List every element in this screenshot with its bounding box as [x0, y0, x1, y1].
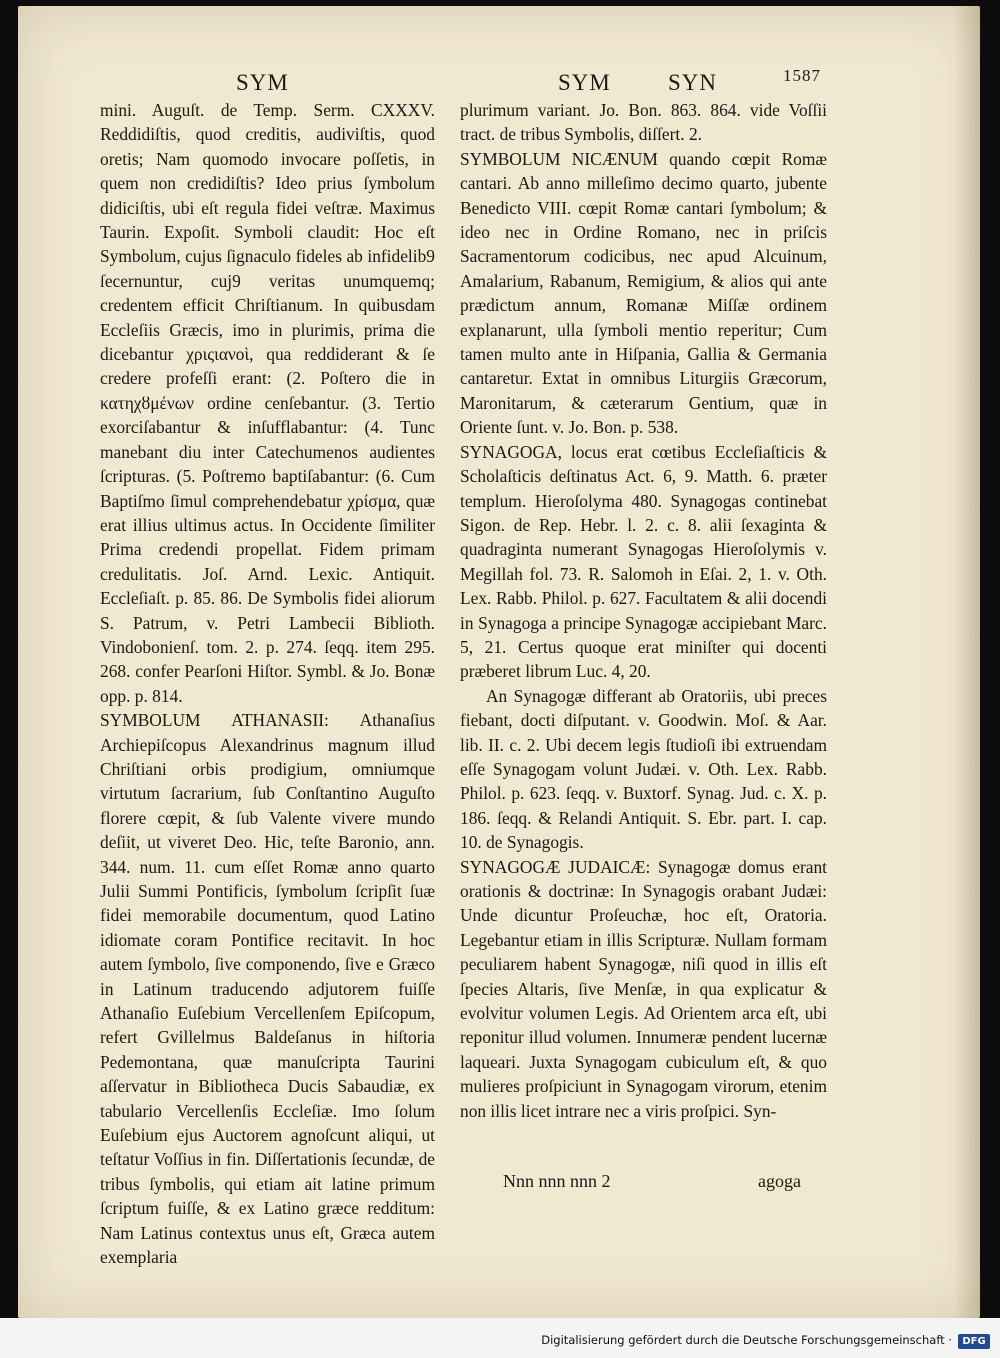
catchword: agoga — [758, 1171, 801, 1191]
dfg-logo-icon: DFG — [958, 1334, 990, 1349]
signature-mark: Nnn nnn nnn 2 — [503, 1171, 611, 1191]
entry-symbolum-nicaenum: SYMBOLUM NICÆNUM quando cœpit Romæ cantari. Ab anno milleſimo decimo quarto, jubente Benedicto VIII. cœpit Romæ cantari ſymbolum; & ideo nec in Ordine Romano, nec in priſcis Sacramentorum codicibus, nec apud Alcuinum, Amalarium, Rabanum, Remigium, & alios qui ante prædictum annum, Romanæ Miſſæ ordinem explanarunt, ulla ſymboli mentio reperitur; Cum tamen multo ante in Hiſpania, Gallia & Germania cantaretur. Extat in omnibus Liturgiis Græcorum, Maronitarum, & cæterarum Gentium, quæ in Oriente ſunt. v. Jo. Bon. p. 538. — [460, 148, 827, 438]
entry-synagogae-judaicae: SYNAGOGÆ JUDAICÆ: Synagogæ domus erant orationis & doctrinæ: In Synagogis orabant Judæi: Unde dicuntur Proſeuchæ, hoc eſt, Oratoria. Legebantur etiam in illis Scripturæ. Nullam formam peculiarem habent Synagogæ, niſi quod in illis eſt ſpecies Altaris, ſive Menſæ, in qua explicatur & evolvitur volumen Legis. Ad Orientem arca eſt, ubi reponitur illud volumen. Innumeræ pendent lucernæ laqueari. Juxta Synagogam cubiculum eſt, & quo mulieres proſpiciunt in Synagogam virorum, etenim non illis licet intrare nec a viris proſpici. Syn- — [460, 856, 827, 1121]
paragraph: plurimum variant. Jo. Bon. 863. 864. vide Voſſii tract. de tribus Symbolis, diſſert. 2. — [460, 100, 827, 145]
digitization-note: Digitalisierung gefördert durch die Deutsche Forschungsgemeinschaft · — [541, 1333, 952, 1347]
book-page — [18, 6, 980, 1318]
left-running-head: SYM — [236, 70, 289, 95]
right-running-head: SYN — [668, 70, 718, 95]
paragraph: An Synagogæ differant ab Oratoriis, ubi preces fiebant, docti diſputant. v. Goodwin. Moſ. & Aar. lib. II. c. 2. Ubi decem legis ſtudioſi ibi extruendam eſſe Synagogam volunt Judæi. v. Oth. Lex. Rabb. Philol. p. 623. ſeqq. v. Buxtorf. Synag. Jud. c. X. p. 186. ſeqq. & Relandi Antiquit. S. Ebr. part. I. cap. 10. de Synagogis. — [460, 685, 827, 853]
right-column — [460, 98, 827, 1123]
center-running-head: SYM — [558, 70, 611, 95]
paragraph: mini. Auguſt. de Temp. Serm. CXXXV. Reddidiſtis, quod creditis, audiviſtis, quod oretis; Nam quomodo invocare poſſetis, in quem non credidiſtis? Ideo prius ſymbolum didiciſtis, ubi eſt regula fidei veſtræ. Maximus Taurin. Expoſit. Symboli claudit: Hoc eſt Symbolum, cujus ſignaculo fideles ab infidelib9 ſecernuntur, cuj9 veritas unumquemq; credentem efficit Chriſtianum. In quibusdam Eccleſiis Græcis, imo in plurimis, prima die dicebantur χριςιανοὶ, qua reddiderant & ſe credere profeſſi erant: (2. Poſtero die in κατηχȣμένων ordine cenſebantur. (3. Tertio exorciſabantur & inſufflabantur: (4. Tunc manebant diu inter Catechumenos audientes ſcripturas. (5. Poſtremo baptiſabantur: (6. Cum Baptiſmo ſimul comprehendebatur χρίσμα, quæ erat illius ultimus actus. In Occidente ſimiliter Prima credendi propellat. Fidem primam credulitatis. Joſ. Arnd. Lexic. Antiquit. Eccleſiaſt. p. 85. 86. De Symbolis fidei aliorum S. Patrum, v. Petri Lambecii Biblioth. Vindobonienſ. tom. 2. p. 274. ſeqq. item 295. 268. confer Pearſoni Hiſtor. Symbl. & Jo. Bonæ opp. p. 814. — [100, 100, 435, 706]
left-column — [100, 98, 435, 1270]
entry-synagoga: SYNAGOGA, locus erat cœtibus Eccleſiaſticis & Scholaſticis deſtinatus Act. 6, 9. Matth. 6. præter templum. Hieroſolyma 480. Synagogas continebat Sigon. de Rep. Hebr. l. 2. c. 8. alii ſexaginta & quadraginta numerant Synagogas Hieroſolymis v. Megillah fol. 73. R. Salomoh in Eſai. 2, 1. v. Oth. Lex. Rabb. Philol. p. 627. Facultatem & alii docendi in Synagoga a principe Synagogæ accipiebant Marc. 5, 21. Certus quoque erat miniſter qui docenti præberet librum Luc. 4, 20. — [460, 441, 827, 682]
page-number: 1587 — [783, 66, 821, 85]
entry-symbolum-athanasii: SYMBOLUM ATHANASII: Athanaſius Archiepiſcopus Alexandrinus magnum illud Chriſtiani orbis prodigium, omniumque virtutum ſacrarium, ſub Conſtantino Auguſto florere cœpit, & ſub Valente vivere mundo deſiit, ut viveret Deo. Hic, teſte Baronio, ann. 344. num. 11. cum eſſet Romæ anno quarto Julii Summi Pontificis, ſymbolum ſcripſit ſuæ fidei memorabile documentum, quod Latino idiomate coram Pontifice recitavit. In hoc autem ſymbolo, ſive componendo, ſive e Græco in Latinum traducendo adjutorem fuiſſe Athanaſio Euſebium Vercellenſem Epiſcopum, refert Gvillelmus Baldeſanus in hiſtoria Pedemontana, quæ manuſcripta Taurini aſſervatur in Bibliotheca Ducis Sabaudiæ, ex tabulario Vercellenſis Eccleſiæ. Imo ſolum Euſebium ejus Auctorem agnoſcunt aliqui, ut teſtatur Voſſius in fin. Diſſertationis ſecundæ, de tribus ſymbolis, qui etiam ait latine primum ſcriptum fuiſſe, & ex Latino græce redditum: Nam Latinus contextus unus eſt, Græca autem exemplaria — [100, 710, 435, 1268]
digitization-footer — [0, 1318, 1000, 1358]
